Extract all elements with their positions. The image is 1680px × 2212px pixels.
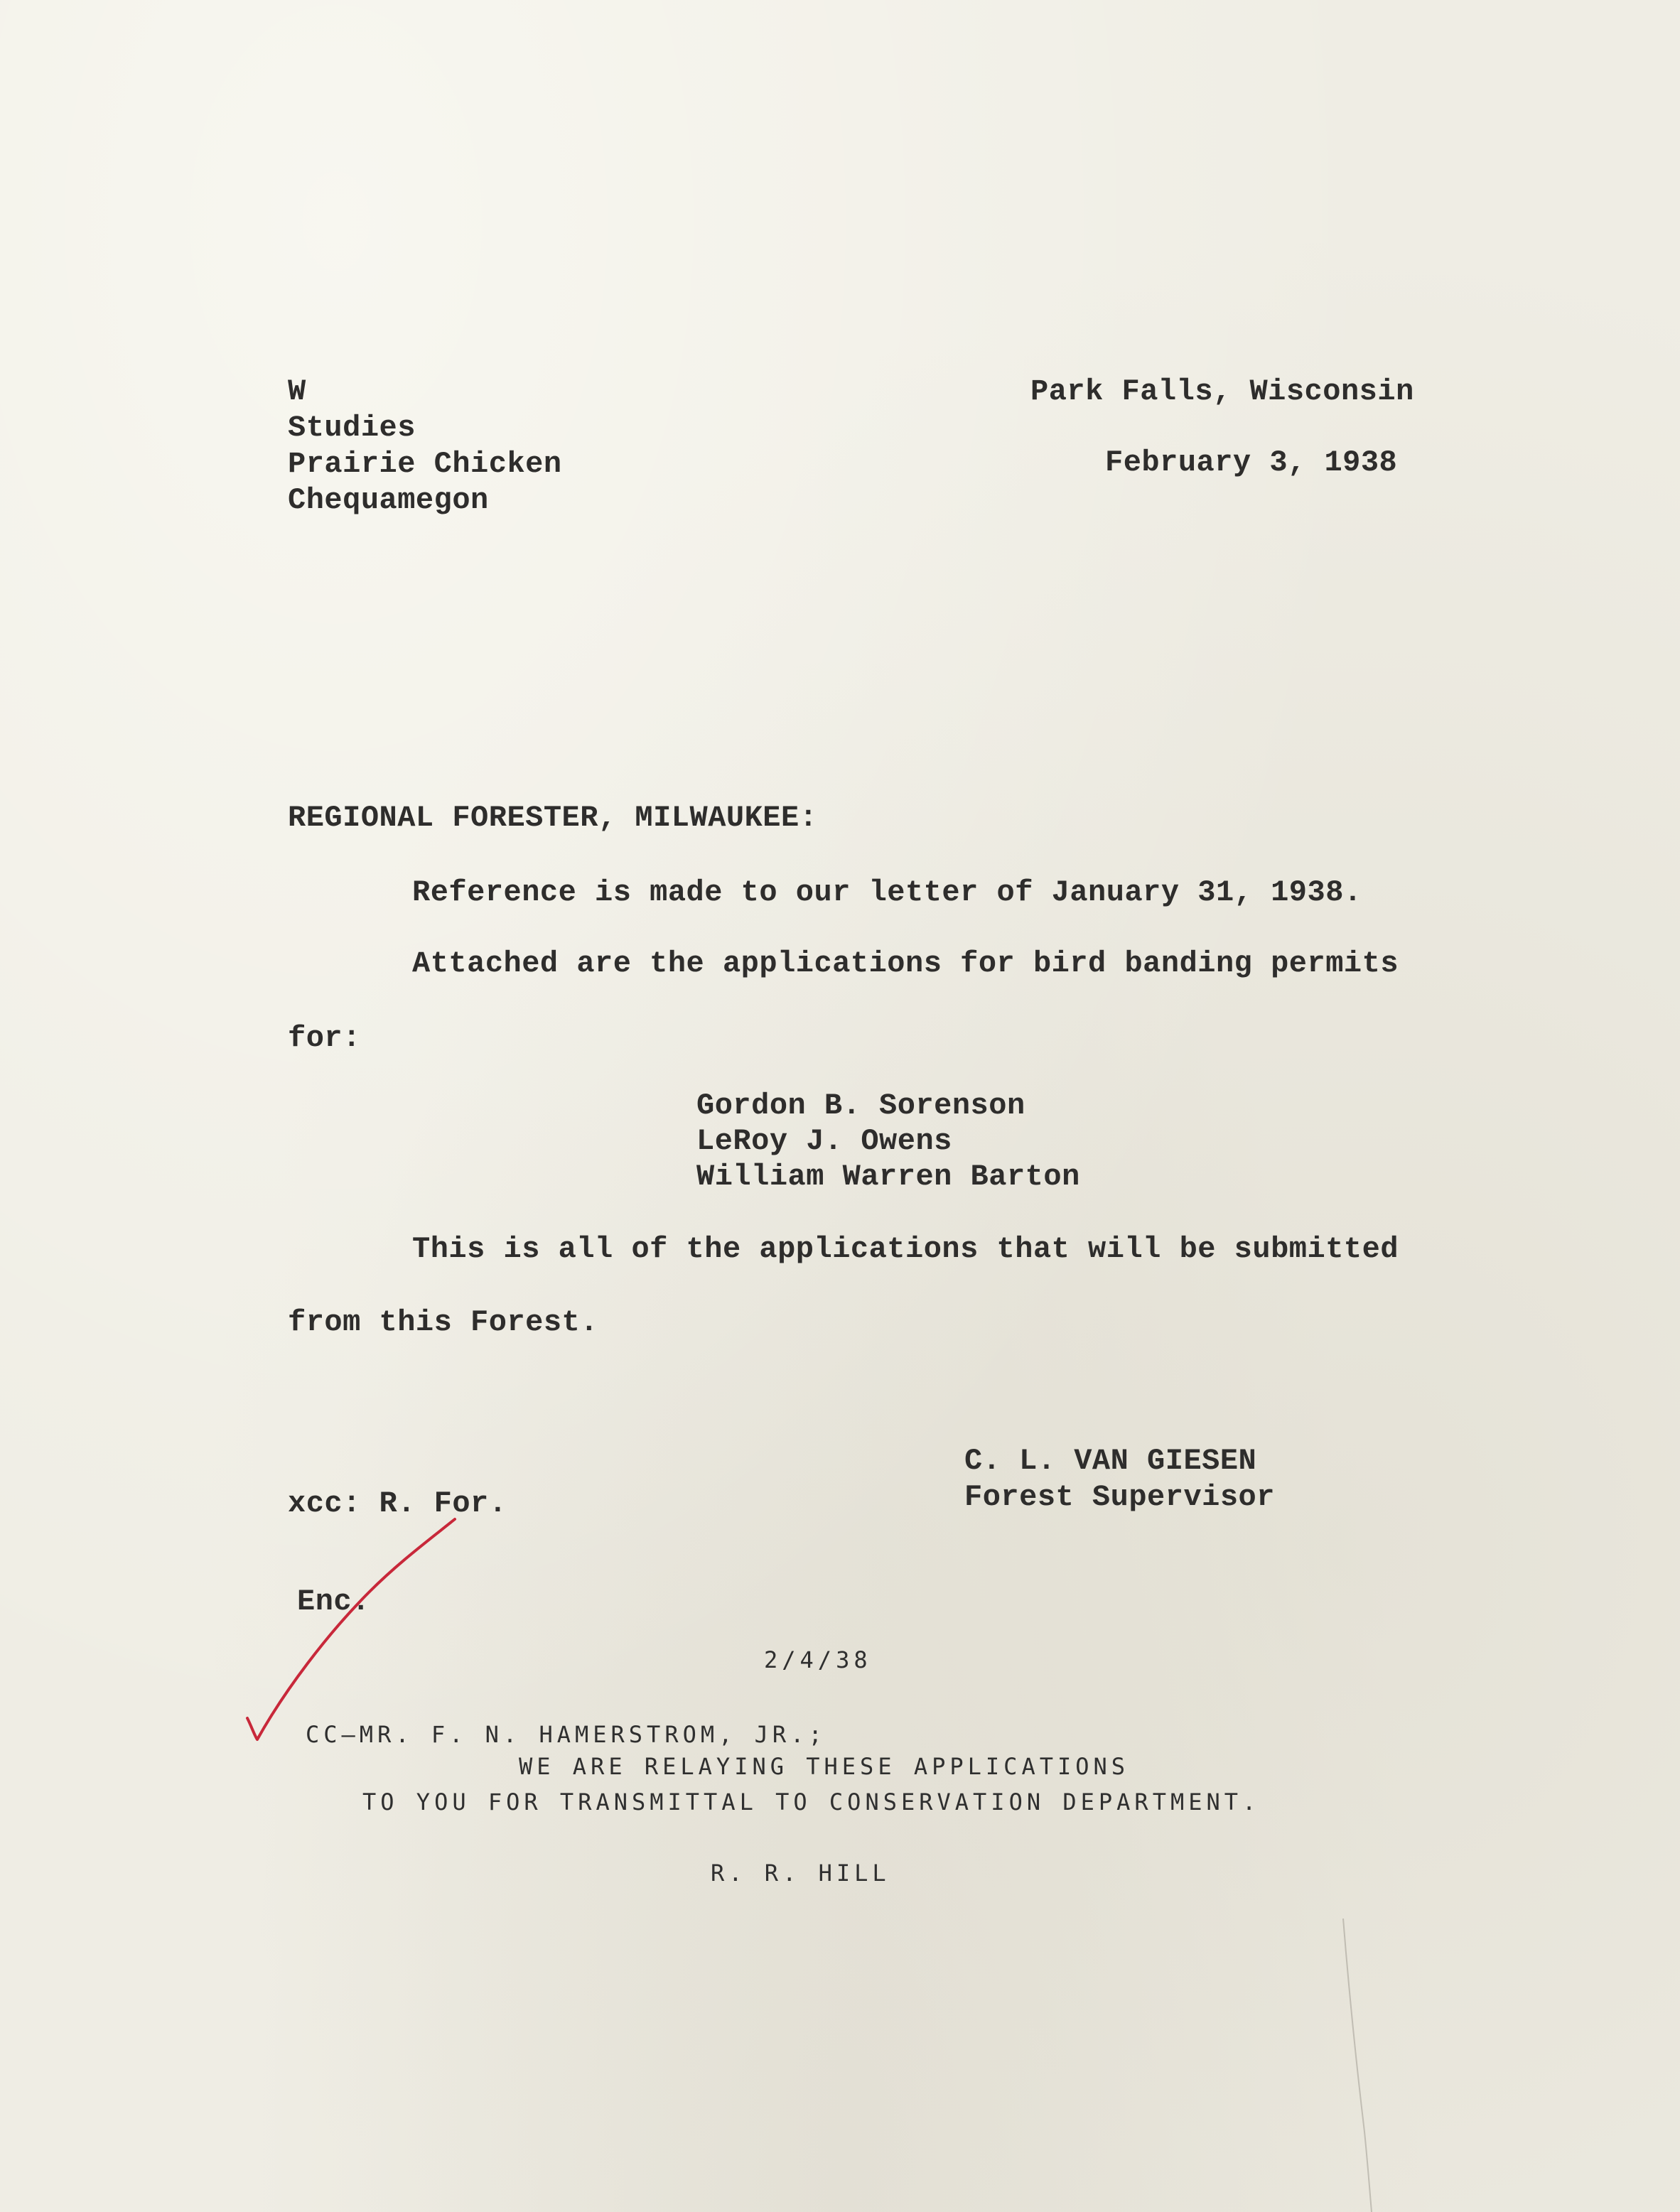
- applicant-name: Gordon B. Sorenson: [696, 1089, 1025, 1123]
- body-paragraph-all-applications: This is all of the applications that will be submitted: [412, 1232, 1399, 1266]
- check-mark-icon: [242, 1514, 469, 1748]
- addressee: REGIONAL FORESTER, MILWAUKEE:: [288, 801, 818, 835]
- body-paragraph-attached-cont: for:: [288, 1021, 361, 1055]
- file-subject-forest: Chequamegon: [288, 483, 489, 517]
- file-subject-studies: Studies: [288, 411, 416, 445]
- enclosure-note: Enc.: [297, 1585, 370, 1619]
- file-code: W: [288, 374, 306, 409]
- note-date: 2/4/38: [764, 1646, 872, 1673]
- paper-crease: [1336, 1919, 1379, 2212]
- applicant-name: LeRoy J. Owens: [696, 1124, 952, 1158]
- body-paragraph-attached: Attached are the applications for bird banding permits: [412, 946, 1399, 981]
- file-subject-prairie-chicken: Prairie Chicken: [288, 447, 562, 481]
- signature-name: C. L. VAN GIESEN: [964, 1444, 1257, 1478]
- carbon-copy-line: xcc: R. For.: [288, 1487, 507, 1521]
- applicant-name: William Warren Barton: [696, 1160, 1080, 1194]
- note-cc-line: CC—MR. F. N. HAMERSTROM, JR.;: [306, 1721, 826, 1748]
- note-transmittal-line: TO YOU FOR TRANSMITTAL TO CONSERVATION DEPARTMENT.: [362, 1789, 1261, 1816]
- body-paragraph-all-applications-cont: from this Forest.: [288, 1305, 598, 1339]
- note-relay-line: WE ARE RELAYING THESE APPLICATIONS: [519, 1753, 1130, 1780]
- note-signature: R. R. HILL: [711, 1860, 890, 1887]
- body-paragraph-reference: Reference is made to our letter of January 31, 1938.: [412, 875, 1362, 910]
- signature-title: Forest Supervisor: [964, 1480, 1275, 1514]
- letter-date: February 3, 1938: [1105, 446, 1398, 480]
- letter-location: Park Falls, Wisconsin: [1030, 374, 1414, 409]
